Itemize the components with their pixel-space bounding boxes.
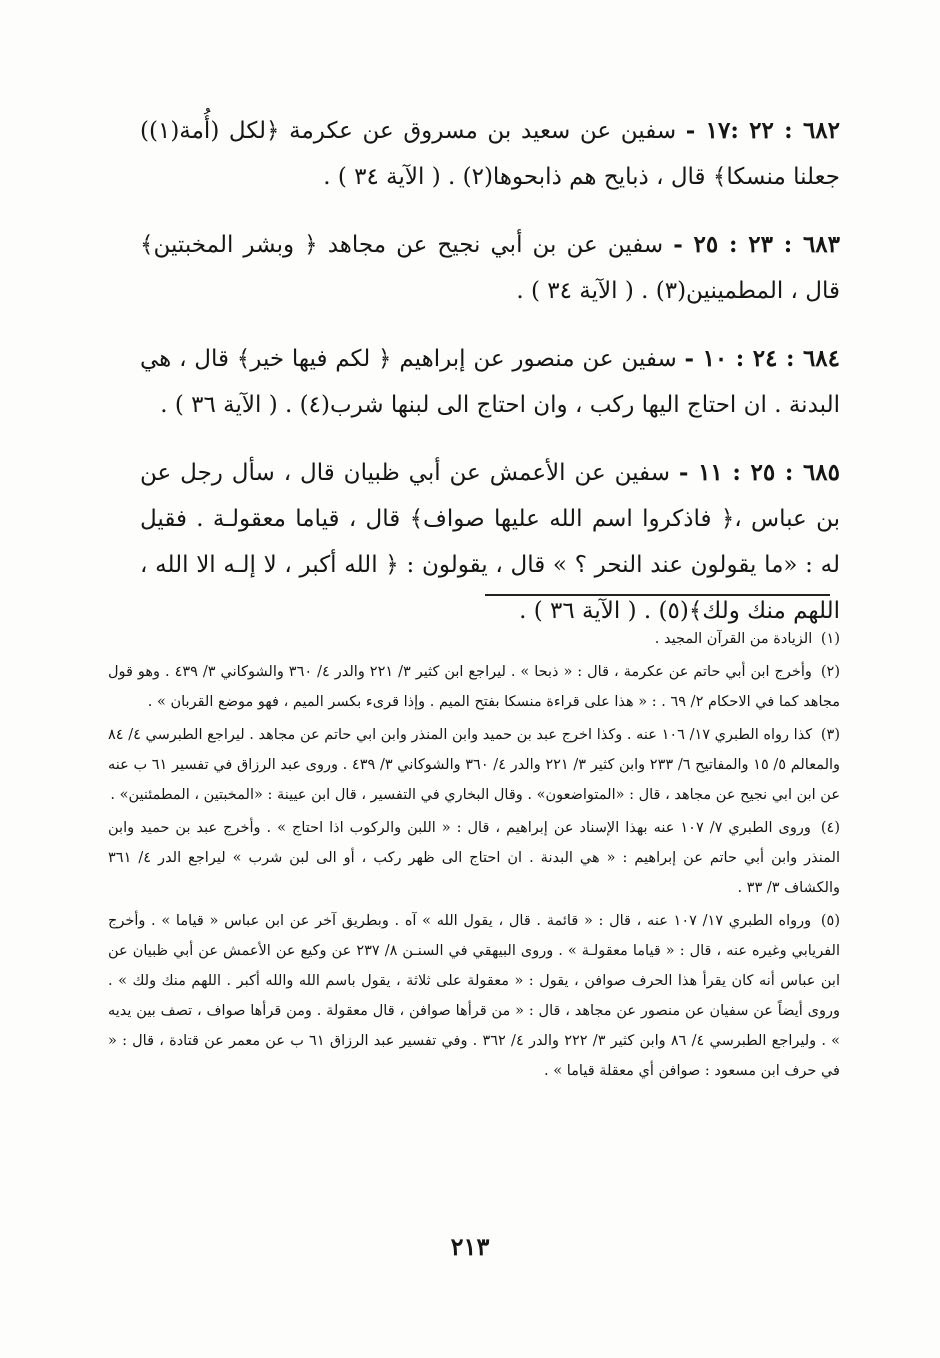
footnote-marker: (٥) [820, 913, 841, 929]
footnotes [108, 624, 840, 1089]
entry-text: سفين عن الأعمش عن أبي ظبيان قال ، سأل رجل عن بن عباس ،﴿ فاذكروا اسم الله عليها صواف﴾ قال ، قياما معقولـة . فقيل له : «ما يقولون عند النحر ؟ » قال ، يقولون : ﴿ الله أكبر ، لا إلـه الا الله ، اللهم منك ولك﴾(٥) . ( الآية ٣٦ ) . [140, 460, 840, 624]
footnote-marker: (٢) [820, 664, 840, 680]
footnote-marker: (١) [820, 631, 840, 647]
entry-number: ٦٨٢ : ٢٢ :١٧ - [685, 117, 840, 144]
entry-number: ٦٨٣ : ٢٣ : ٢٥ - [673, 231, 840, 258]
footnote-text: ورواه الطبري ١٧/ ١٠٧ عنه ، قال : « قائمة . قال ، يقول الله » آه . وبطريق آخر عن ابن عباس « قياما » . وأخرج الفريابي وغيره عنه ، قال : « قياما معقولـة » . وروى البيهقي في السنـن ٨/ ٢٣٧ عن وكيع عن الأعمش عن أبي ظبيان عن ابن عباس أنه كان يقرأ هذا الحرف صوافن ، يقول : « معقولة على ثلاثة ، يقول باسم الله والله أكبر . اللهم منك ولك » . وروى أيضاً عن سفيان عن منصور عن مجاهد ، قال : « من قرأها صوافن ، قال معقولة . ومن قرأها صواف ، تصف بين يديه » . وليراجع الطبرسي ٤/ ٨٦ وابن كثير ٣/ ٢٢٢ والدر ٤/ ٣٦٢ . وفي تفسير عبد الرزاق ٦١ ب عن معمر عن قتادة ، قال : « في حرف ابن مسعود : صوافن أي معقلة قياما » . [108, 913, 841, 1079]
entry-683 [140, 222, 840, 314]
entry-text: سفين عن سعيد بن مسروق عن عكرمة ﴿لكل (أُمة(١)) جعلنا منسكا﴾ قال ، ذبايح هم ذابحوها(٢) . ( الآية ٣٤ ) . [140, 118, 840, 190]
footnote-separator [485, 594, 830, 596]
entry-text: سفين عن بن أبي نجيح عن مجاهد ﴿ وبشر المخبتين﴾ قال ، المطمينين(٣) . ( الآية ٣٤ ) . [140, 232, 840, 304]
footnote-1 [108, 624, 840, 654]
footnote-text: كذا رواه الطبري ١٧/ ١٠٦ عنه . وكذا اخرج عبد بن حميد وابن المنذر وابن ابي حاتم عن مجاهد . ليراجع الطبرسي ٤/ ٨٤ والمعالم ٥/ ١٥ والمفاتيح ٦/ ٢٣٣ وابن كثير ٣/ ٢٢١ والدر ٤/ ٣٦٠ والشوكاني ٣/ ٤٣٩ . وروى عبد الرزاق في تفسير ٦١ ب عنه عن ابن ابي نجيح عن مجاهد ، قال : «المتواضعون» . وقال البخاري في التفسير ، قال ابن عيينة : «المخبتين ، المطمئنين» . [108, 727, 841, 803]
entry-684 [140, 336, 840, 428]
page-number: ٢١٣ [450, 1232, 490, 1261]
footnote-marker: (٤) [820, 820, 840, 836]
entry-685 [140, 450, 840, 634]
main-text [140, 108, 840, 656]
entry-text: سفين عن منصور عن إبراهيم ﴿ لكم فيها خير﴾ قال ، هي البدنة . ان احتاج اليها ركب ، وان احتاج الى لبنها شرب(٤) . ( الآية ٣٦ ) . [140, 346, 840, 418]
footnote-text: وأخرج ابن أبي حاتم عن عكرمة ، قال : « ذبحا » . ليراجع ابن كثير ٣/ ٢٢١ والدر ٤/ ٣٦٠ والشوكاني ٣/ ٤٣٩ . وهو قول مجاهد كما في الاحكام ٢/ ٦٩ . : « هذا على قراءة منسكا بفتح الميم . وإذا قرىء بكسر الميم ، فهو موضع القربان » . [108, 664, 840, 710]
footnote-3 [108, 720, 840, 810]
footnote-text: الزيادة من القرآن المجيد . [654, 631, 813, 647]
footnote-marker: (٣) [820, 727, 840, 743]
entry-number: ٦٨٥ : ٢٥ : ١١ - [678, 459, 840, 486]
footnote-text: وروى الطبري ٧/ ١٠٧ عنه بهذا الإسناد عن إبراهيم ، قال : « اللبن والركوب اذا احتاج » . وأخرج عبد بن حميد وابن المنذر وابن أبي حاتم عن إبراهيم : « هي البدنة . ان احتاج الى ظهر ركب ، أو الى لبن شرب » ليراجع الدر ٤/ ٣٦١ والكشاف ٣/ ٣٣ . [108, 820, 840, 896]
entry-682 [140, 108, 840, 200]
footnote-5 [108, 906, 840, 1086]
footnote-4 [108, 813, 840, 903]
entry-number: ٦٨٤ : ٢٤ : ١٠ - [684, 345, 840, 372]
footnote-2 [108, 657, 840, 717]
